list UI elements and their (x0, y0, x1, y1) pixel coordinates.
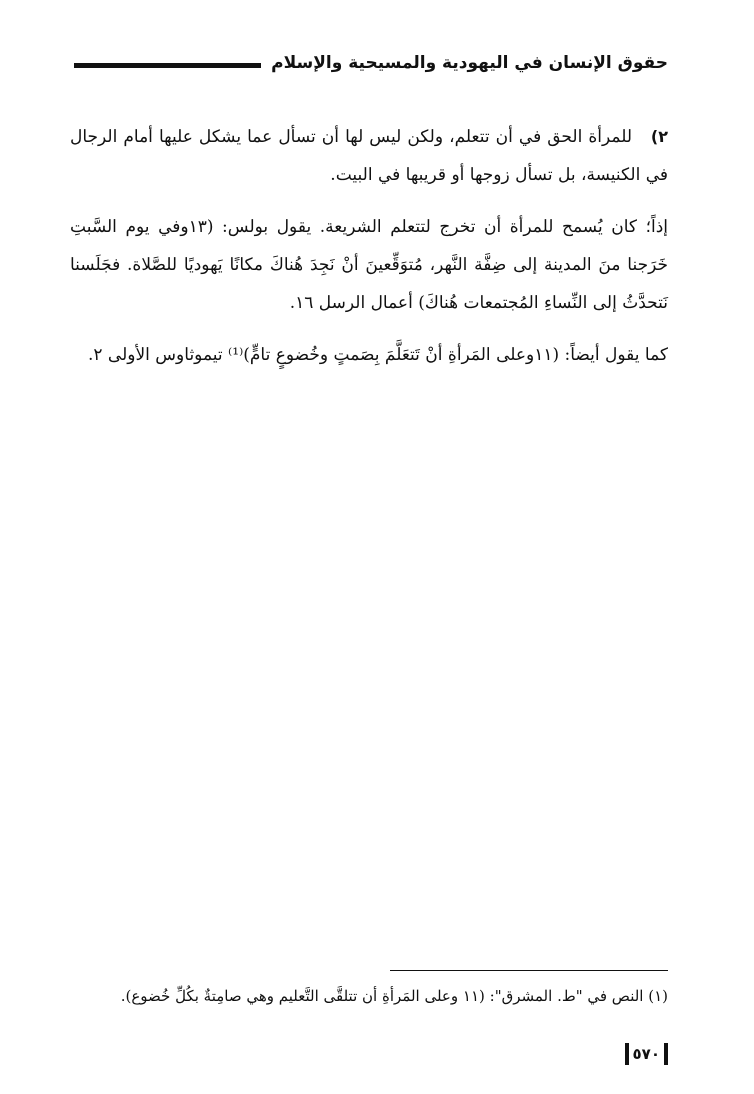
header-rule (74, 63, 261, 68)
running-header (74, 48, 668, 78)
body-text (70, 118, 668, 374)
paragraph-quote-acts: إذاً؛ كان يُسمح للمرأة أن تخرج لتتعلم الشريعة. يقول بولس: (١٣وفي يوم السَّبتِ خَرَجنا منَ المدينة إلى ضِفَّة النَّهر، مُتوَقِّعينَ أنْ نَجِدَ هُناكَ مكانًا يَهوديًا للصَّلاة. فجَلَسنا نَتحدَّثُ إلى النِّساءِ المُجتمعات هُناكَ) أعمال الرسل ١٦. (70, 217, 668, 313)
footnote-rule (390, 970, 668, 971)
running-title: حقوق الإنسان في اليهودية والمسيحية والإسلام (271, 53, 668, 73)
page-number-text: ٥٧٠ (632, 1045, 660, 1063)
paragraph-text: للمرأة الحق في أن تتعلم، ولكن ليس لها أن تسأل عما يشكل عليها أمام الرجال في الكنيسة، بل تسأل زوجها أو قريبها في البيت. (70, 127, 668, 185)
page-number-bar-right (664, 1043, 668, 1065)
paragraph-gap (70, 194, 668, 208)
paragraph-numbered (70, 118, 668, 194)
footnote: (١) النص في "ط. المشرق": (١١ وعلى المَرأةِ أن تتلقَّى التَّعليم وهي صامِتةٌ بكُلِّ خُضوع). (120, 987, 668, 1005)
page-number-bar-left (625, 1043, 629, 1065)
page-number (625, 1042, 668, 1066)
paragraph-gap (70, 322, 668, 336)
paragraph-quote-timothy: كما يقول أيضاً: (١١وعلى المَرأةِ أنْ تَتعَلَّمَ بِصَمتٍ وخُضوعٍ تامٍّ)⁽¹⁾ تيموثاوس الأولى ٢. (87, 345, 668, 365)
list-number: ٢) (650, 127, 668, 146)
